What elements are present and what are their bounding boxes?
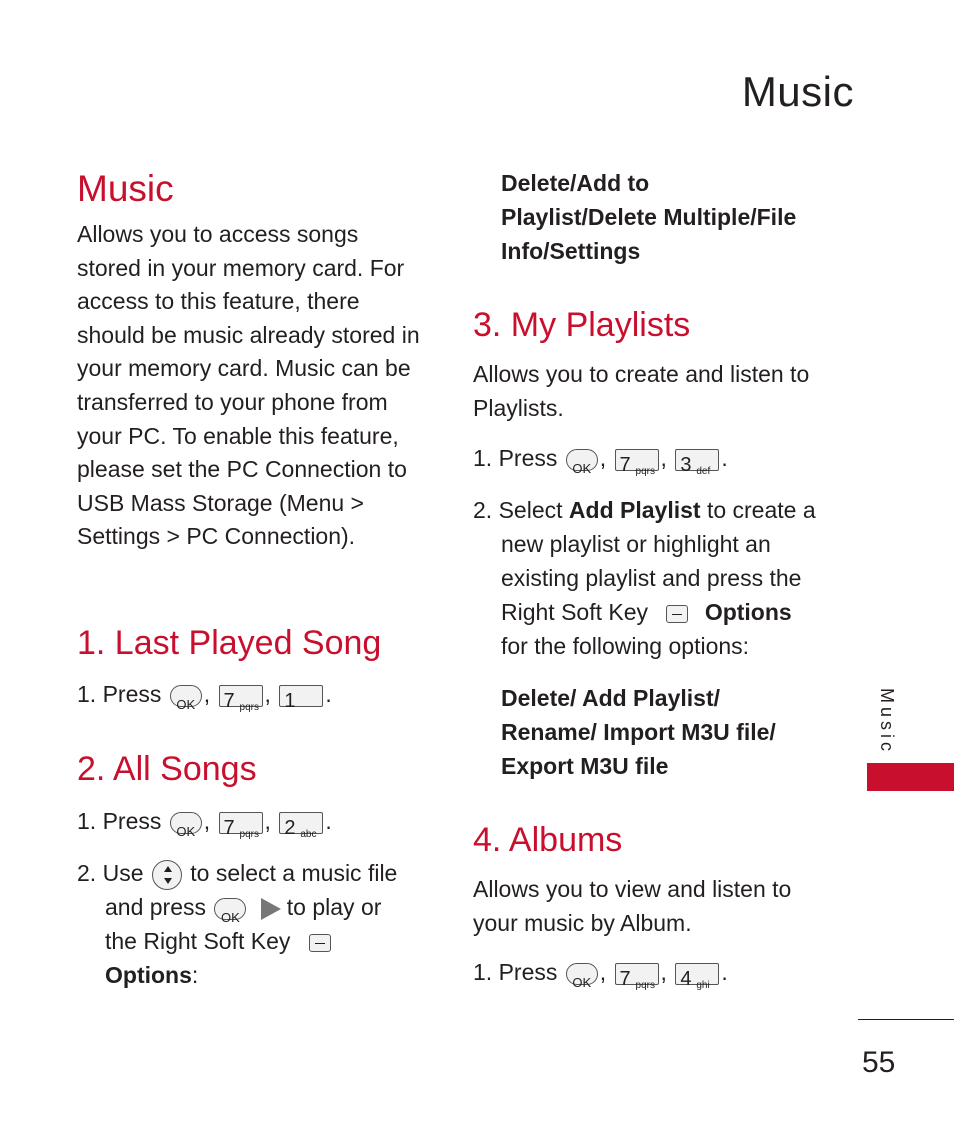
my-playlists-step-1: 1. Press , 7 pqrs , 3 def . <box>473 445 728 477</box>
my-playlists-options-line-1: Delete/ Add Playlist/ <box>501 685 720 711</box>
section-heading-albums: 4. Albums <box>473 821 623 859</box>
key-7-icon: 7 pqrs <box>219 812 263 834</box>
all-songs-step-2-line-4: Options: <box>105 962 199 988</box>
key-3-icon: 3 def <box>675 449 719 471</box>
right-soft-key-icon <box>309 934 331 952</box>
last-played-step-1: 1. Press , 7 pqrs , 1 . <box>77 681 332 713</box>
all-songs-step-1: 1. Press , 7 pqrs , 2 abc . <box>77 808 332 840</box>
all-songs-options-line-1: Delete/Add to <box>501 170 650 196</box>
key-7-icon: 7 pqrs <box>615 449 659 471</box>
key-2-icon: 2 abc <box>279 812 323 834</box>
all-songs-options-line-2: Playlist/Delete Multiple/File <box>501 204 797 230</box>
albums-paragraph: Allows you to view and listen to your music by Album. <box>473 876 792 936</box>
key-4-icon: 4 ghi <box>675 963 719 985</box>
ok-key-icon <box>170 685 202 707</box>
key-7-icon: 7 pqrs <box>615 963 659 985</box>
all-songs-step-2-line-2: and press to play or <box>105 894 382 920</box>
section-heading-my-playlists: 3. My Playlists <box>473 306 691 344</box>
my-playlists-step-2-line-4: Right Soft Key Options <box>501 599 792 625</box>
section-heading-music: Music <box>77 168 174 209</box>
ok-key-icon <box>566 963 598 985</box>
all-songs-step-2-line-3: the Right Soft Key <box>105 924 333 958</box>
my-playlists-paragraph: Allows you to create and listen to Playlists. <box>473 361 810 421</box>
intro-paragraph: Allows you to access songs stored in your memory card. For access to this feature, there should be music already stored in your memory card. Music can be transferred to your phone from your PC. To enable this feature, please set the PC Connection to USB Mass Storage (Menu > Settings > PC Connection). <box>77 221 420 550</box>
navigation-key-icon <box>152 860 182 890</box>
section-heading-all-songs: 2. All Songs <box>77 750 257 788</box>
my-playlists-options-line-3: Export M3U file <box>501 753 669 779</box>
my-playlists-step-2-line-3: existing playlist and press the <box>501 565 802 591</box>
ok-key-icon <box>214 898 246 920</box>
key-7-icon: 7 pqrs <box>219 685 263 707</box>
my-playlists-options-line-2: Rename/ Import M3U file/ <box>501 719 776 745</box>
footer-divider <box>858 1019 954 1020</box>
my-playlists-step-2-line-2: new playlist or highlight an <box>501 531 771 557</box>
ok-key-icon <box>566 449 598 471</box>
play-icon <box>261 898 281 920</box>
my-playlists-step-2-line-5: for the following options: <box>501 633 750 659</box>
albums-step-1: 1. Press , 7 pqrs , 4 ghi . <box>473 959 728 991</box>
right-soft-key-icon <box>666 605 688 623</box>
all-songs-options-line-3: Info/Settings <box>501 238 641 264</box>
page-number: 55 <box>862 1046 896 1079</box>
page-header-title: Music <box>741 68 854 115</box>
all-songs-step-2-line-1: 2. Use to select a music file <box>77 856 397 890</box>
ok-key-icon <box>170 812 202 834</box>
section-heading-last-played: 1. Last Played Song <box>77 624 382 662</box>
side-tab-label: Music <box>877 688 897 756</box>
side-tab-marker <box>867 763 954 791</box>
key-1-icon: 1 <box>279 685 323 707</box>
my-playlists-step-2-line-1: 2. Select Add Playlist to create a <box>473 497 816 523</box>
